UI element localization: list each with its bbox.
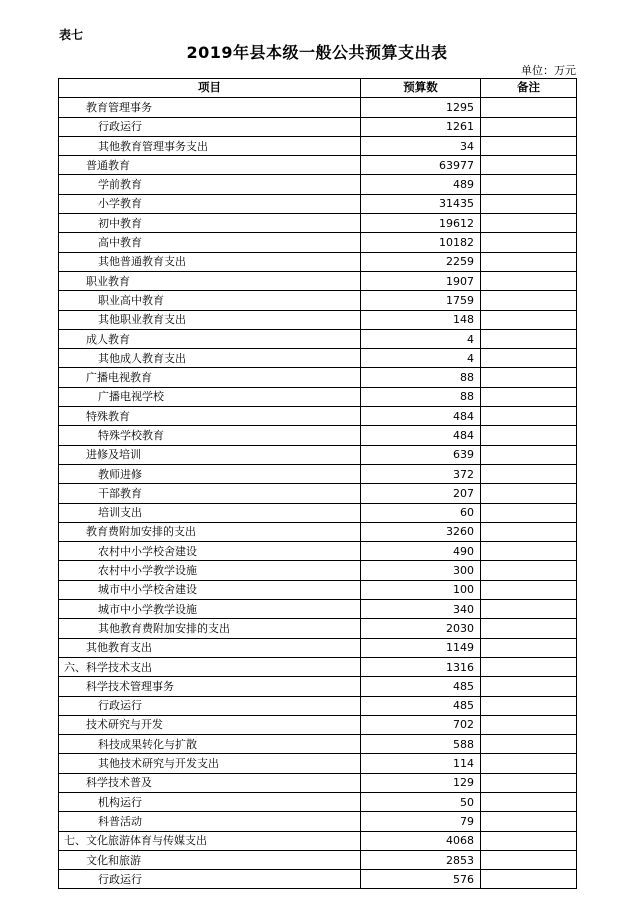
- table-row: [59, 503, 577, 522]
- item-cell: 六、科学技术支出: [59, 657, 361, 676]
- item-cell: 广播电视学校: [59, 387, 361, 406]
- budget-cell: 50: [361, 792, 481, 811]
- header-item: 项目: [59, 79, 361, 98]
- note-cell: [481, 561, 577, 580]
- item-cell: 科学技术普及: [59, 773, 361, 792]
- item-cell: 特殊学校教育: [59, 426, 361, 445]
- item-cell: 城市中小学校舍建设: [59, 580, 361, 599]
- note-cell: [481, 136, 577, 155]
- budget-cell: 4: [361, 329, 481, 348]
- item-cell: 城市中小学教学设施: [59, 600, 361, 619]
- table-row: [59, 407, 577, 426]
- budget-cell: 300: [361, 561, 481, 580]
- budget-cell: 79: [361, 812, 481, 831]
- budget-cell: 100: [361, 580, 481, 599]
- table-row: [59, 735, 577, 754]
- table-row: [59, 619, 577, 638]
- budget-cell: 63977: [361, 156, 481, 175]
- item-cell: 教育管理事务: [59, 98, 361, 117]
- note-cell: [481, 271, 577, 290]
- note-cell: [481, 522, 577, 541]
- table-row: [59, 426, 577, 445]
- budget-cell: 639: [361, 445, 481, 464]
- budget-cell: 207: [361, 484, 481, 503]
- note-cell: [481, 503, 577, 522]
- item-cell: 其他教育费附加安排的支出: [59, 619, 361, 638]
- budget-cell: 31435: [361, 194, 481, 213]
- note-cell: [481, 580, 577, 599]
- note-cell: [481, 407, 577, 426]
- note-cell: [481, 542, 577, 561]
- item-cell: 进修及培训: [59, 445, 361, 464]
- item-cell: 培训支出: [59, 503, 361, 522]
- budget-cell: 484: [361, 407, 481, 426]
- table-row: [59, 329, 577, 348]
- table-row: [59, 850, 577, 869]
- table-row: [59, 792, 577, 811]
- note-cell: [481, 368, 577, 387]
- budget-cell: 34: [361, 136, 481, 155]
- table-row: [59, 445, 577, 464]
- budget-cell: 1759: [361, 291, 481, 310]
- item-cell: 教师进修: [59, 464, 361, 483]
- table-row: [59, 310, 577, 329]
- item-cell: 广播电视教育: [59, 368, 361, 387]
- table-row: [59, 657, 577, 676]
- item-cell: 其他普通教育支出: [59, 252, 361, 271]
- item-cell: 高中教育: [59, 233, 361, 252]
- budget-cell: 340: [361, 600, 481, 619]
- table-row: [59, 175, 577, 194]
- item-cell: 干部教育: [59, 484, 361, 503]
- note-cell: [481, 850, 577, 869]
- budget-cell: 10182: [361, 233, 481, 252]
- table-row: [59, 580, 577, 599]
- budget-cell: 484: [361, 426, 481, 445]
- note-cell: [481, 175, 577, 194]
- table-row: [59, 870, 577, 889]
- budget-cell: 576: [361, 870, 481, 889]
- table-row: [59, 368, 577, 387]
- note-cell: [481, 870, 577, 889]
- table-body: [59, 98, 577, 889]
- table-row: [59, 271, 577, 290]
- budget-cell: 2853: [361, 850, 481, 869]
- budget-cell: 2259: [361, 252, 481, 271]
- budget-cell: 148: [361, 310, 481, 329]
- table-row: [59, 156, 577, 175]
- budget-cell: 19612: [361, 214, 481, 233]
- note-cell: [481, 233, 577, 252]
- table-header: [59, 79, 577, 98]
- item-cell: 农村中小学校舍建设: [59, 542, 361, 561]
- note-cell: [481, 619, 577, 638]
- item-cell: 科技成果转化与扩散: [59, 735, 361, 754]
- note-cell: [481, 445, 577, 464]
- item-cell: 小学教育: [59, 194, 361, 213]
- item-cell: 职业教育: [59, 271, 361, 290]
- item-cell: 技术研究与开发: [59, 715, 361, 734]
- item-cell: 行政运行: [59, 696, 361, 715]
- note-cell: [481, 677, 577, 696]
- table-row: [59, 831, 577, 850]
- note-cell: [481, 696, 577, 715]
- table-row: [59, 117, 577, 136]
- budget-cell: 588: [361, 735, 481, 754]
- budget-cell: 1907: [361, 271, 481, 290]
- budget-cell: 1316: [361, 657, 481, 676]
- item-cell: 职业高中教育: [59, 291, 361, 310]
- table-row: [59, 194, 577, 213]
- page-title: 2019年县本级一般公共预算支出表: [186, 43, 448, 62]
- budget-cell: 129: [361, 773, 481, 792]
- table-row: [59, 677, 577, 696]
- budget-cell: 88: [361, 387, 481, 406]
- budget-cell: 114: [361, 754, 481, 773]
- table-row: [59, 754, 577, 773]
- note-cell: [481, 735, 577, 754]
- note-cell: [481, 117, 577, 136]
- table-row: [59, 387, 577, 406]
- table-row: [59, 233, 577, 252]
- note-cell: [481, 426, 577, 445]
- note-cell: [481, 291, 577, 310]
- table-row: [59, 812, 577, 831]
- note-cell: [481, 812, 577, 831]
- budget-cell: 1261: [361, 117, 481, 136]
- budget-cell: 3260: [361, 522, 481, 541]
- note-cell: [481, 310, 577, 329]
- budget-cell: 702: [361, 715, 481, 734]
- item-cell: 其他职业教育支出: [59, 310, 361, 329]
- item-cell: 其他成人教育支出: [59, 349, 361, 368]
- table-row: [59, 561, 577, 580]
- table-row: [59, 98, 577, 117]
- table-row: [59, 638, 577, 657]
- item-cell: 文化和旅游: [59, 850, 361, 869]
- table-row: [59, 522, 577, 541]
- budget-cell: 485: [361, 696, 481, 715]
- note-cell: [481, 156, 577, 175]
- item-cell: 机构运行: [59, 792, 361, 811]
- budget-cell: 490: [361, 542, 481, 561]
- note-cell: [481, 329, 577, 348]
- item-cell: 成人教育: [59, 329, 361, 348]
- budget-cell: 4: [361, 349, 481, 368]
- table-row: [59, 484, 577, 503]
- table-row: [59, 696, 577, 715]
- budget-cell: 489: [361, 175, 481, 194]
- table-row: [59, 715, 577, 734]
- budget-cell: 60: [361, 503, 481, 522]
- note-cell: [481, 484, 577, 503]
- table-number-label: 表七: [59, 28, 84, 42]
- note-cell: [481, 98, 577, 117]
- table-row: [59, 214, 577, 233]
- item-cell: 特殊教育: [59, 407, 361, 426]
- item-cell: 科普活动: [59, 812, 361, 831]
- item-cell: 农村中小学教学设施: [59, 561, 361, 580]
- note-cell: [481, 214, 577, 233]
- table-row: [59, 136, 577, 155]
- item-cell: 普通教育: [59, 156, 361, 175]
- header-note: 备注: [481, 79, 577, 98]
- note-cell: [481, 657, 577, 676]
- budget-cell: 1149: [361, 638, 481, 657]
- note-cell: [481, 194, 577, 213]
- header-budget: 预算数: [361, 79, 481, 98]
- table-row: [59, 252, 577, 271]
- table-row: [59, 542, 577, 561]
- item-cell: 七、文化旅游体育与传媒支出: [59, 831, 361, 850]
- table-row: [59, 291, 577, 310]
- note-cell: [481, 349, 577, 368]
- budget-cell: 88: [361, 368, 481, 387]
- budget-cell: 485: [361, 677, 481, 696]
- table-row: [59, 464, 577, 483]
- note-cell: [481, 773, 577, 792]
- item-cell: 行政运行: [59, 117, 361, 136]
- table-row: [59, 773, 577, 792]
- budget-cell: 1295: [361, 98, 481, 117]
- note-cell: [481, 792, 577, 811]
- item-cell: 科学技术管理事务: [59, 677, 361, 696]
- budget-cell: 372: [361, 464, 481, 483]
- item-cell: 其他教育支出: [59, 638, 361, 657]
- table-row: [59, 349, 577, 368]
- note-cell: [481, 387, 577, 406]
- item-cell: 学前教育: [59, 175, 361, 194]
- note-cell: [481, 754, 577, 773]
- note-cell: [481, 464, 577, 483]
- note-cell: [481, 831, 577, 850]
- note-cell: [481, 715, 577, 734]
- item-cell: 初中教育: [59, 214, 361, 233]
- budget-cell: 4068: [361, 831, 481, 850]
- budget-cell: 2030: [361, 619, 481, 638]
- item-cell: 其他教育管理事务支出: [59, 136, 361, 155]
- header-row: [59, 79, 577, 98]
- budget-table: [58, 78, 577, 889]
- item-cell: 教育费附加安排的支出: [59, 522, 361, 541]
- item-cell: 行政运行: [59, 870, 361, 889]
- note-cell: [481, 252, 577, 271]
- table-row: [59, 600, 577, 619]
- item-cell: 其他技术研究与开发支出: [59, 754, 361, 773]
- note-cell: [481, 600, 577, 619]
- unit-label: 单位：万元: [521, 64, 576, 77]
- note-cell: [481, 638, 577, 657]
